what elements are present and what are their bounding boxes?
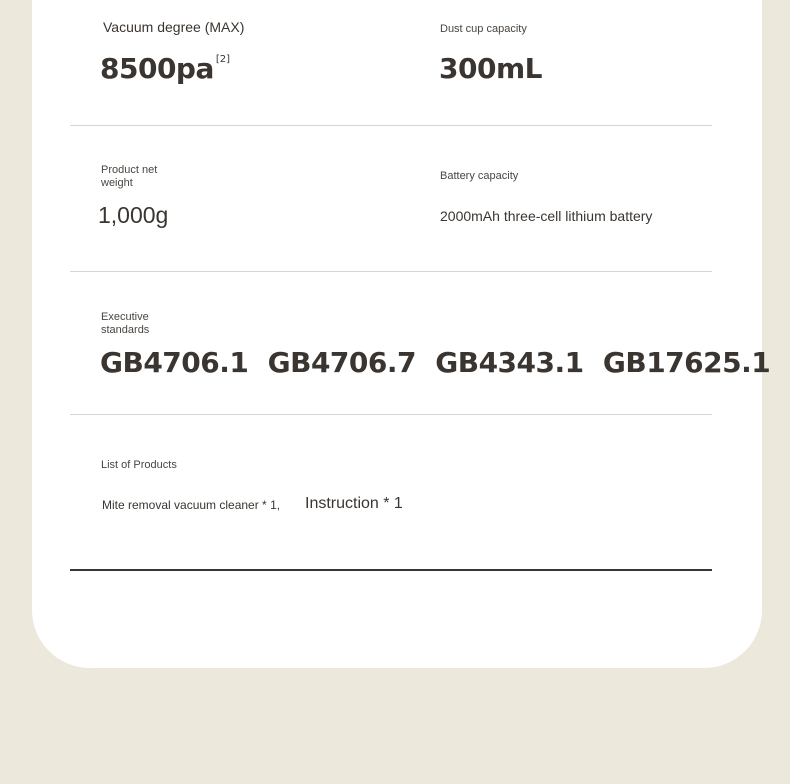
product-item-instruction: Instruction * 1 (305, 495, 403, 512)
standard-item: GB17625.1 (602, 346, 771, 379)
vacuum-degree-label: Vacuum degree (MAX) (103, 19, 245, 35)
standard-item: GB4706.7 (267, 346, 416, 379)
dust-cup-value: 300mL (439, 52, 542, 85)
battery-capacity-label: Battery capacity (440, 170, 519, 182)
dust-cup-label: Dust cup capacity (440, 23, 527, 35)
net-weight-label-line2: weight (101, 177, 133, 189)
vacuum-degree-value (100, 52, 230, 85)
product-item-vacuum: Mite removal vacuum cleaner * 1, (102, 498, 281, 512)
net-weight-label-line1: Product net (101, 164, 158, 176)
standard-item: GB4343.1 (435, 346, 584, 379)
executive-standards-label (101, 311, 149, 337)
executive-standards-label-line2: standards (101, 324, 150, 336)
vacuum-footnote-marker: [2] (215, 54, 231, 65)
product-list-label: List of Products (101, 459, 177, 471)
divider-1 (70, 125, 712, 126)
vacuum-degree-number: 8500pa (100, 52, 214, 85)
net-weight-value: 1,000g (98, 202, 169, 228)
divider-2 (70, 271, 712, 272)
executive-standards-label-line1: Executive (101, 311, 149, 323)
standards-list (100, 346, 770, 379)
divider-3 (70, 414, 712, 415)
net-weight-label (101, 164, 157, 190)
standard-item: GB4706.1 (100, 346, 249, 379)
battery-capacity-value: 2000mAh three-cell lithium battery (440, 208, 653, 224)
divider-bottom (70, 569, 712, 571)
